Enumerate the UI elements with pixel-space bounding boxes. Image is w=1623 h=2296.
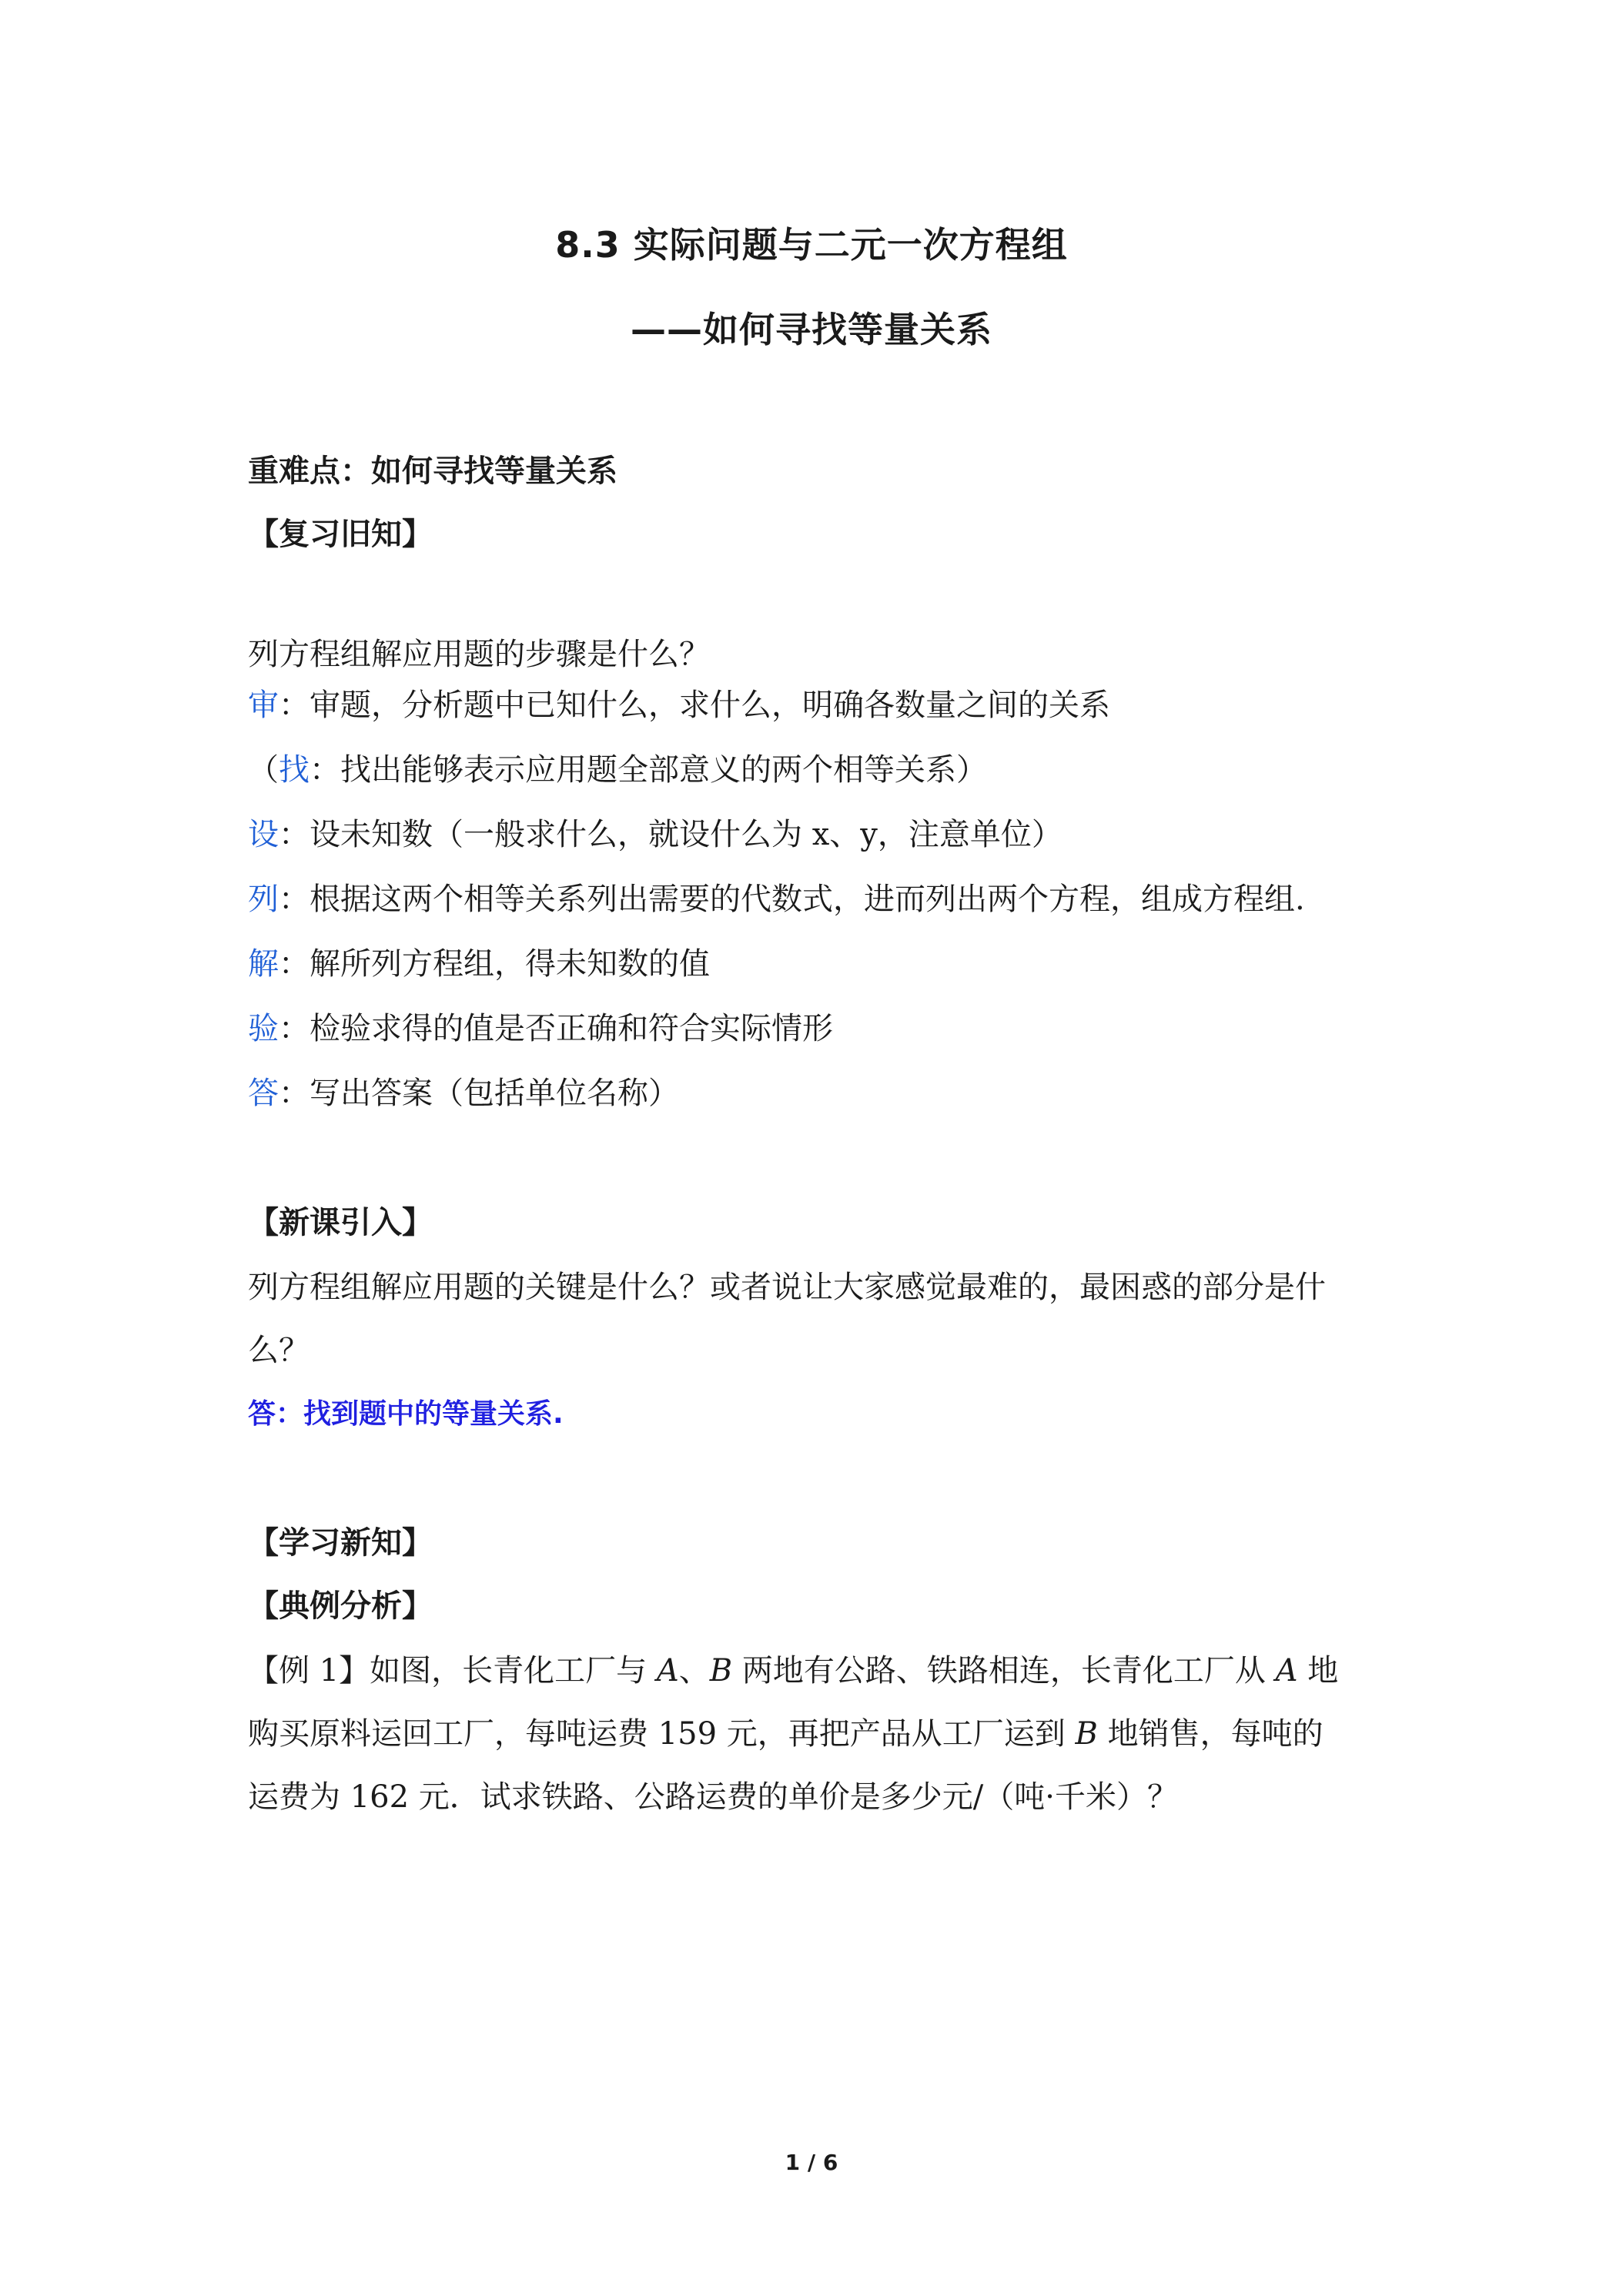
question-key-line1: 列方程组解应用题的关键是什么？或者说让大家感觉最难的，最困惑的部分是什 [248, 1270, 1326, 1305]
step-key-zhao: 找 [279, 752, 310, 788]
step-lie: 列：根据这两个相等关系列出需要的代数式，进而列出两个方程，组成方程组. [248, 882, 1305, 917]
new-lesson-heading: 【新课引入】 [248, 1205, 433, 1240]
question-key-line2: 么？ [248, 1333, 310, 1368]
step-zhao: （找：找出能够表示应用题全部意义的两个相等关系） [248, 752, 987, 788]
step-da: 答：写出答案（包括单位名称） [248, 1076, 679, 1111]
step-yan: 验：检验求得的值是否正确和符合实际情形 [248, 1011, 833, 1046]
step-she: 设：设未知数（一般求什么，就设什么为 x、y，注意单位） [248, 817, 1062, 852]
step-key-she: 设 [248, 817, 279, 852]
example1-line2: 购买原料运回工厂，每吨运费 159 元，再把产品从工厂运到 B 地销售，每吨的 [248, 1716, 1323, 1752]
step-key-da: 答 [248, 1076, 279, 1111]
step-key-yan: 验 [248, 1011, 279, 1046]
step-shen: 审：审题，分析题中已知什么，求什么，明确各数量之间的关系 [248, 688, 1110, 723]
learn-heading: 【学习新知】 [248, 1525, 433, 1561]
document-subtitle: ——如何寻找等量关系 [631, 309, 992, 350]
example-heading: 【典例分析】 [248, 1588, 433, 1624]
step-key-jie: 解 [248, 946, 279, 982]
page-number: 1 / 6 [785, 2150, 838, 2175]
example1-line3: 运费为 162 元．试求铁路、公路运费的单价是多少元/（吨·千米）？ [248, 1779, 1178, 1815]
document-title: 8.3 实际问题与二元一次方程组 [555, 224, 1068, 266]
step-key-lie: 列 [248, 882, 279, 917]
answer-text: 答：找到题中的等量关系. [248, 1398, 564, 1430]
question-steps: 列方程组解应用题的步骤是什么？ [248, 637, 710, 672]
review-heading: 【复习旧知】 [248, 517, 433, 552]
key-point: 重难点：如何寻找等量关系 [248, 454, 617, 489]
example1-line1: 【例 1】如图，长青化工厂与 A、B 两地有公路、铁路相连，长青化工厂从 A 地 [248, 1653, 1339, 1689]
step-key-shen: 审 [248, 688, 279, 723]
step-jie: 解：解所列方程组，得未知数的值 [248, 946, 710, 982]
